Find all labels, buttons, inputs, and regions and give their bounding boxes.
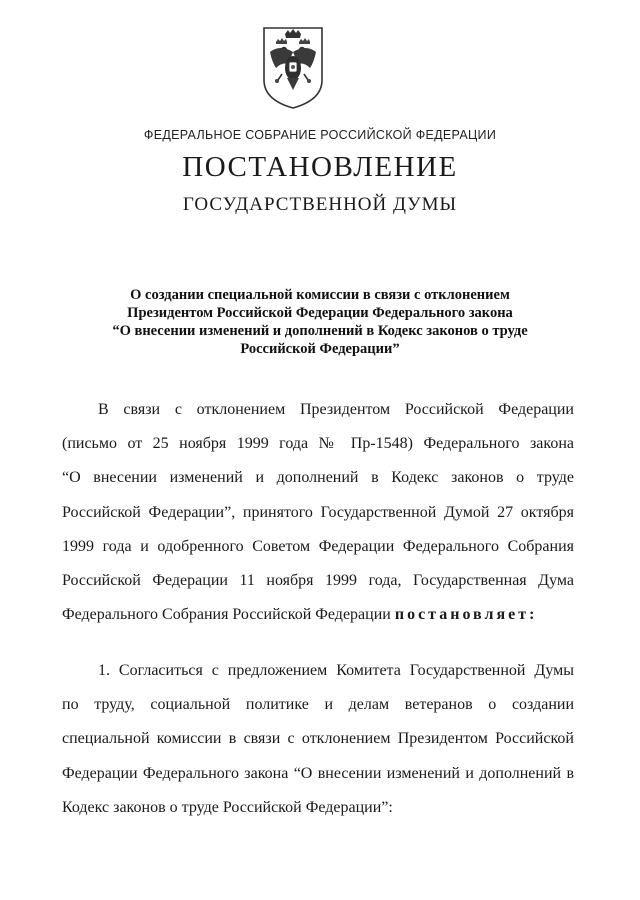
russian-coat-of-arms-icon xyxy=(258,22,328,112)
paragraph-line: “О внесении изменений и дополнений в Кодекс законов о труде xyxy=(62,469,574,487)
paragraph-line: Российской Федерации”, принятого Государственной Думой 27 октября xyxy=(62,503,574,521)
preamble-paragraph xyxy=(62,393,574,632)
paragraph-line: 1999 года и одобренного Советом Федерации Федерального Собрания xyxy=(62,537,574,555)
organization-name: ФЕДЕРАЛЬНОЕ СОБРАНИЕ РОССИЙСКОЙ ФЕДЕРАЦИИ xyxy=(143,128,497,142)
paragraph-line: Кодекс законов о труде Российской Федерации”: xyxy=(62,798,393,816)
paragraph-line: В связи с отклонением Президентом Российской Федерации xyxy=(98,401,574,418)
title-line: О создании специальной комиссии в связи с отклонением xyxy=(130,287,510,303)
document-issuer: ГОСУДАРСТВЕННОЙ ДУМЫ xyxy=(182,194,458,215)
title-line: “О внесении изменений и дополнений в Кодекс законов о труде xyxy=(112,323,528,339)
paragraph-line: Российской Федерации 11 ноября 1999 года, Государственная Дума xyxy=(62,572,574,590)
title-line: Российской Федерации” xyxy=(240,341,400,357)
document-type: ПОСТАНОВЛЕНИЕ xyxy=(182,151,458,183)
clause-1-paragraph xyxy=(62,654,574,825)
resolution-keyword: постановляет: xyxy=(394,606,538,624)
title-line: Президентом Российской Федерации Федерального закона xyxy=(127,305,513,321)
paragraph-line-text: Федерального Собрания Российской Федерации xyxy=(62,606,391,624)
paragraph-line: (письмо от 25 ноября 1999 года № Пр-1548) Федерального закона xyxy=(62,435,574,453)
paragraph-line: специальной комиссии в связи с отклонением Президентом Российской xyxy=(62,730,574,748)
paragraph-line: Федерации Федерального закона “О внесении изменений и дополнений в xyxy=(62,764,574,782)
document-title xyxy=(60,286,580,358)
paragraph-line: по труду, социальной политике и делам ветеранов о создании xyxy=(62,696,574,714)
paragraph-line: 1. Согласиться с предложением Комитета Государственной Думы xyxy=(98,662,574,679)
paragraph-line-final xyxy=(62,598,574,632)
